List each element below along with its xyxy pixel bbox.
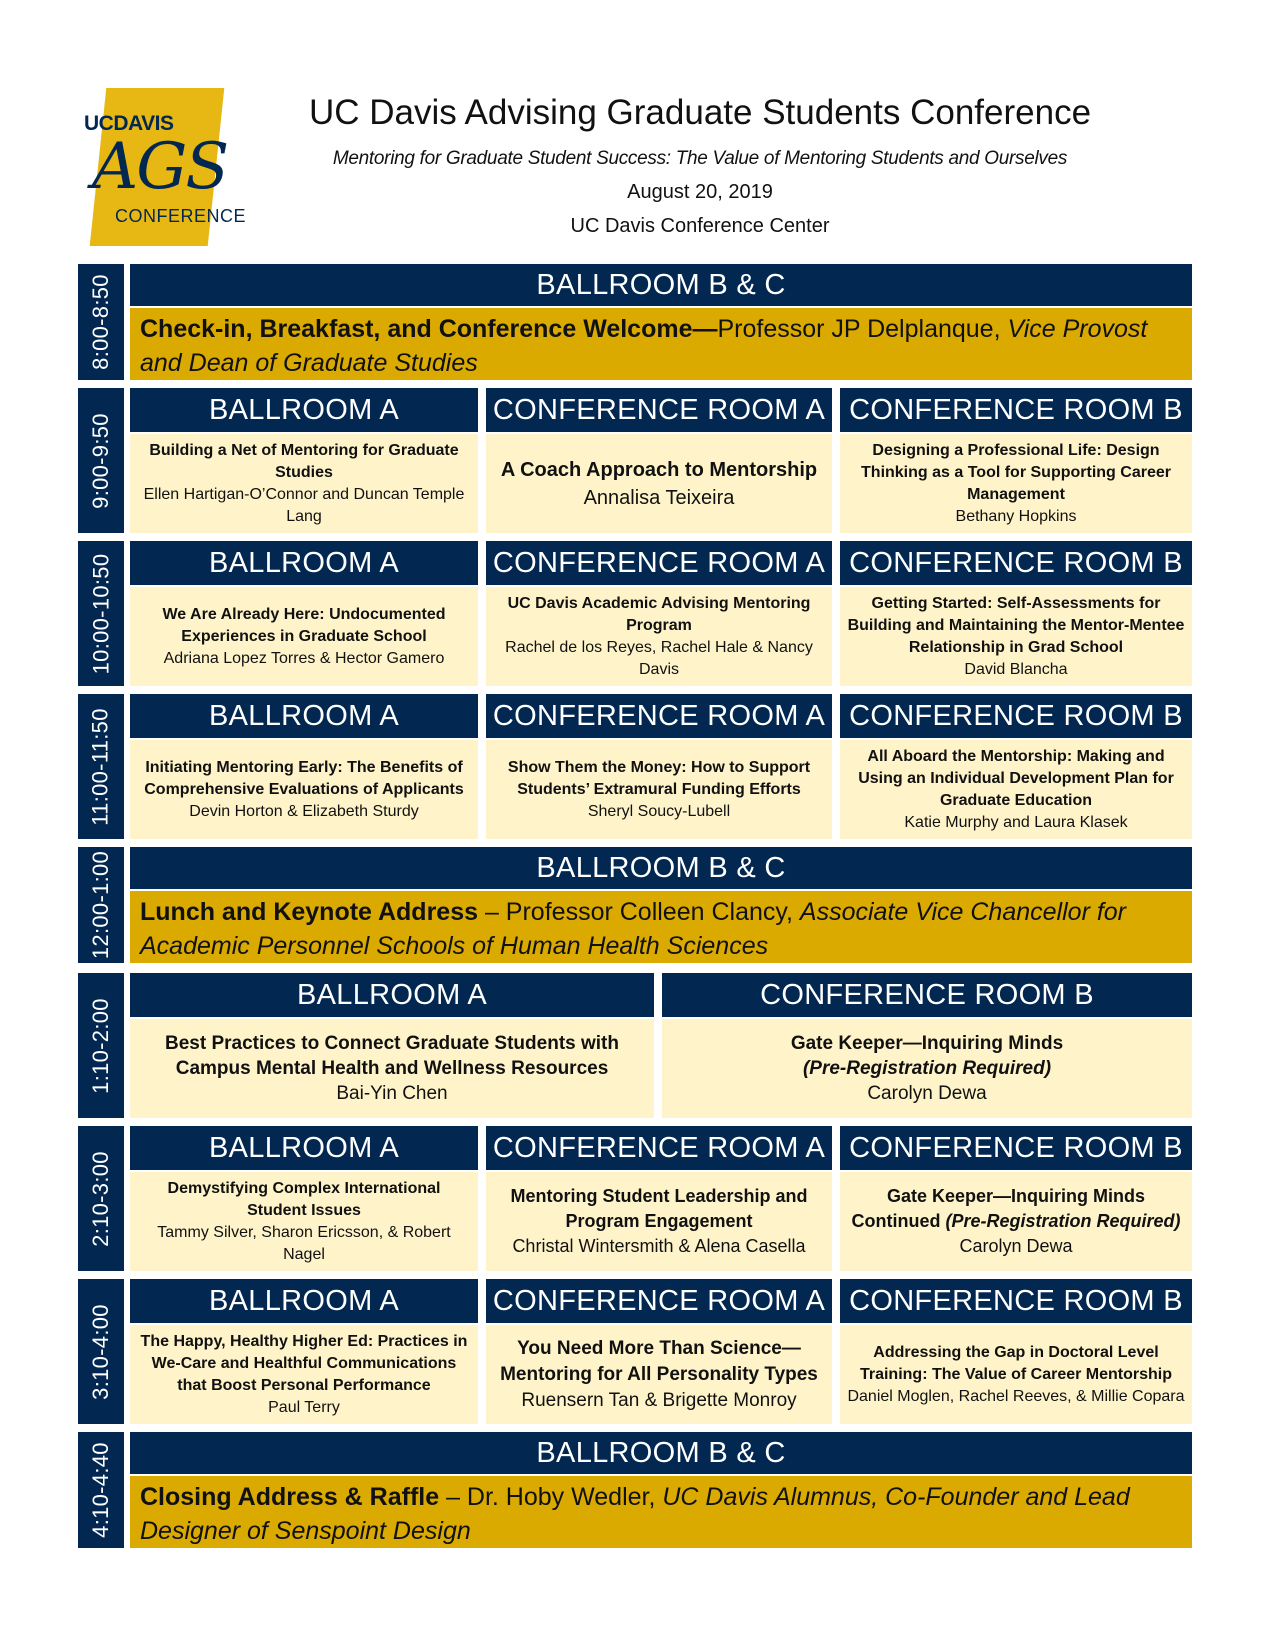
session-cell: Addressing the Gap in Doctoral Level Training: The Value of Career Mentorship Daniel Moglen, Rachel Reeves, & Millie Copara (840, 1325, 1192, 1424)
room-header: BALLROOM A (130, 1126, 478, 1170)
time-slot-2: 9:00-9:50 (78, 388, 124, 533)
session-cell: The Happy, Healthy Higher Ed: Practices in We-Care and Healthful Communications that Boost Personal Performance Paul Terry (130, 1325, 478, 1424)
session-cell: Demystifying Complex International Student Issues Tammy Silver, Sharon Ericsson, & Robert Nagel (130, 1172, 478, 1271)
logo-ags: AGS (92, 130, 228, 204)
session-cell: Show Them the Money: How to Support Students’ Extramural Funding Efforts Sheryl Soucy-Lubell (486, 740, 832, 839)
page-subtitle: Mentoring for Graduate Student Success: The Value of Mentoring Students and Ourselves (332, 148, 1068, 169)
room-header: CONFERENCE ROOM B (662, 973, 1192, 1017)
time-slot-3: 10:00-10:50 (78, 541, 124, 686)
room-header: BALLROOM B & C (130, 264, 1192, 306)
event-venue: UC Davis Conference Center (570, 215, 830, 237)
session-cell: You Need More Than Science—Mentoring for All Personality Types Ruensern Tan & Brigette Monroy (486, 1325, 832, 1424)
room-header: CONFERENCE ROOM B (840, 541, 1192, 585)
room-header: BALLROOM A (130, 541, 478, 585)
session-cell: Building a Net of Mentoring for Graduate Studies Ellen Hartigan-O’Connor and Duncan Temple Lang (130, 434, 478, 533)
session-cell: Best Practices to Connect Graduate Students with Campus Mental Health and Wellness Resources Bai-Yin Chen (130, 1019, 654, 1118)
room-header: BALLROOM A (130, 973, 654, 1017)
plenary-session: Lunch and Keynote Address – Professor Colleen Clancy, Associate Vice Chancellor for Academic Personnel Schools of Human Health Sciences (130, 891, 1192, 963)
session-cell: Getting Started: Self-Assessments for Building and Maintaining the Mentor-Mentee Relationship in Grad School David Blancha (840, 587, 1192, 686)
time-slot-9: 4:10-4:40 (78, 1432, 124, 1548)
time-slot-1: 8:00-8:50 (78, 264, 124, 380)
plenary-session: Check-in, Breakfast, and Conference Welcome—Professor JP Delplanque, Vice Provost and Dean of Graduate Studies (130, 308, 1192, 380)
session-cell: Gate Keeper—Inquiring Minds Continued (Pre-Registration Required) Carolyn Dewa (840, 1172, 1192, 1271)
session-cell: Gate Keeper—Inquiring Minds (Pre-Registration Required) Carolyn Dewa (662, 1019, 1192, 1118)
room-header: CONFERENCE ROOM B (840, 694, 1192, 738)
time-slot-8: 3:10-4:00 (78, 1279, 124, 1424)
session-cell: All Aboard the Mentorship: Making and Using an Individual Development Plan for Graduate Education Katie Murphy and Laura Klasek (840, 740, 1192, 839)
room-header: CONFERENCE ROOM B (840, 1279, 1192, 1323)
session-cell: Initiating Mentoring Early: The Benefits of Comprehensive Evaluations of Applicants Devin Horton & Elizabeth Sturdy (130, 740, 478, 839)
room-header: BALLROOM A (130, 388, 478, 432)
room-header: CONFERENCE ROOM A (486, 694, 832, 738)
page-title: UC Davis Advising Graduate Students Conference (308, 93, 1092, 132)
room-header: BALLROOM B & C (130, 1432, 1192, 1474)
session-cell: Designing a Professional Life: Design Thinking as a Tool for Supporting Career Management Bethany Hopkins (840, 434, 1192, 533)
time-slot-7: 2:10-3:00 (78, 1126, 124, 1271)
logo-conference: CONFERENCE (115, 206, 247, 226)
session-cell: UC Davis Academic Advising Mentoring Program Rachel de los Reyes, Rachel Hale & Nancy Davis (486, 587, 832, 686)
room-header: CONFERENCE ROOM A (486, 1126, 832, 1170)
room-header: CONFERENCE ROOM B (840, 388, 1192, 432)
session-cell: A Coach Approach to Mentorship Annalisa Teixeira (486, 434, 832, 533)
room-header: CONFERENCE ROOM A (486, 1279, 832, 1323)
ags-conference-logo (80, 88, 255, 250)
time-slot-6: 1:10-2:00 (78, 973, 124, 1118)
room-header: CONFERENCE ROOM A (486, 541, 832, 585)
room-header: CONFERENCE ROOM B (840, 1126, 1192, 1170)
room-header: CONFERENCE ROOM A (486, 388, 832, 432)
session-cell: Mentoring Student Leadership and Program Engagement Christal Wintersmith & Alena Casella (486, 1172, 832, 1271)
room-header: BALLROOM B & C (130, 847, 1192, 889)
room-header: BALLROOM A (130, 694, 478, 738)
plenary-session: Closing Address & Raffle – Dr. Hoby Wedler, UC Davis Alumnus, Co-Founder and Lead Designer of Senspoint Design (130, 1476, 1192, 1548)
time-slot-5: 12:00-1:00 (78, 847, 124, 963)
time-slot-4: 11:00-11:50 (78, 694, 124, 839)
room-header: BALLROOM A (130, 1279, 478, 1323)
event-date: August 20, 2019 (627, 181, 773, 203)
logo-ucdavis: UCDAVIS (84, 112, 174, 135)
session-cell: We Are Already Here: Undocumented Experiences in Graduate School Adriana Lopez Torres & Hector Gamero (130, 587, 478, 686)
